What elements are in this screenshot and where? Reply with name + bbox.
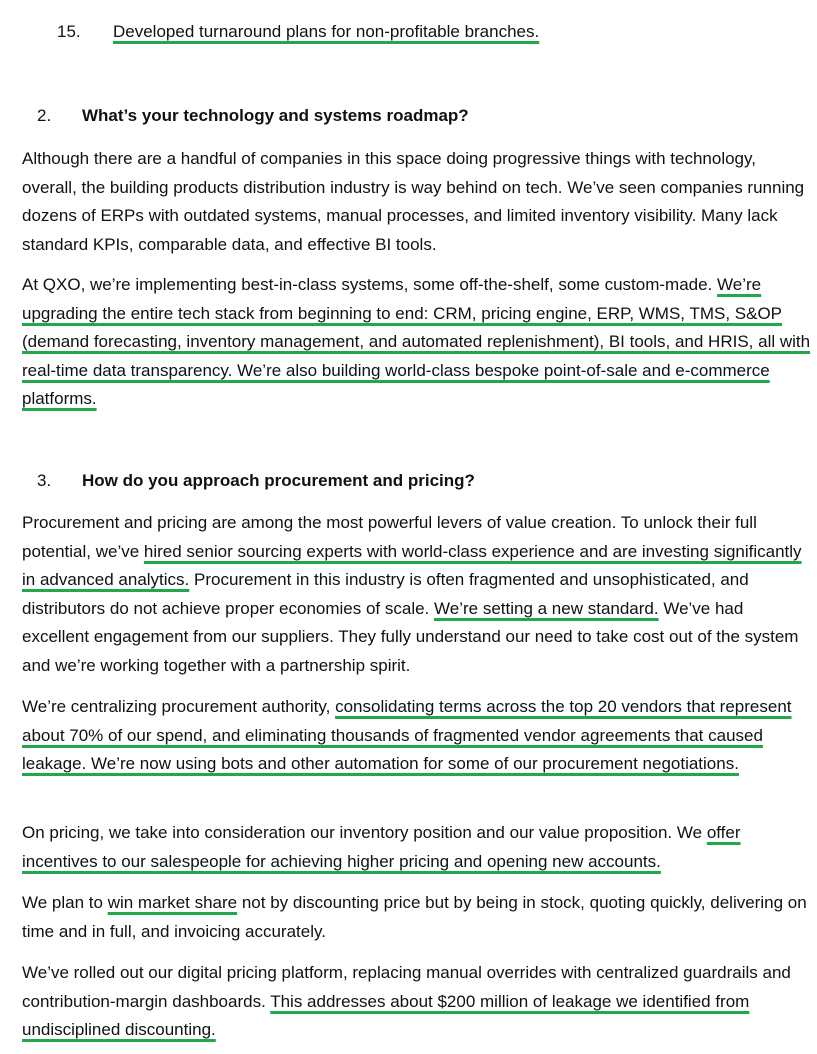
q3-p1-plain-b: Procurement in this industry is often fragmented and unsophisticated, and distributors do not achieve proper economies of scale. <box>22 570 749 618</box>
q3-p4-plain-a: We plan to <box>22 893 108 912</box>
q2-p2-highlight: We’re upgrading the entire tech stack from beginning to end: CRM, pricing engine, ERP, WMS, TMS, S&OP (demand forecasting, inventory management, and automated replenishment), BI tools, and HRIS, all with real-time data transparency. We’re also building world-class bespoke point-of-sale and e-commerce platforms. <box>22 275 811 408</box>
q2-paragraph-1: Although there are a handful of companies in this space doing progressive things with technology, overall, the building products distribution industry is way behind on tech. We’ve seen companies running dozens of ERPs with outdated systems, manual processes, and limited inventory visibility. Many lack standard KPIs, comparable data, and effective BI tools. <box>22 149 805 254</box>
q3-p5-highlight: This addresses about $200 million of leakage we identified from undisciplined discounting. <box>22 991 750 1039</box>
list-item-text: Developed turnaround plans for non-profitable branches. <box>113 22 540 41</box>
q2-paragraph-2 <box>22 271 812 414</box>
q2-p2-plain: At QXO, we’re implementing best-in-class systems, some off-the-shelf, some custom-made. <box>22 275 718 294</box>
q3-p1-plain-a: Procurement and pricing are among the most powerful levers of value creation. To unlock their full potential, we’ve <box>22 513 757 561</box>
question-2-number: 2. <box>37 106 52 125</box>
question-2-heading <box>37 102 469 130</box>
q3-p4-highlight: win market share <box>107 893 238 912</box>
question-3-heading <box>37 467 475 495</box>
q3-paragraph-3 <box>22 819 812 876</box>
q3-p2-plain: We’re centralizing procurement authority, <box>22 697 336 716</box>
q3-paragraph-2 <box>22 693 812 779</box>
q3-p3-highlight: offer incentives to our salespeople for achieving higher pricing and opening new accounts. <box>22 823 741 871</box>
q3-p2-highlight: consolidating terms across the top 20 vendors that represent about 70% of our spend, and eliminating thousands of fragmented vendor agreements that caused leakage. We’re now using bots and other automation for some of our procurement negotiations. <box>22 697 792 773</box>
question-3-text: How do you approach procurement and pricing? <box>82 471 475 490</box>
list-item-number: 15. <box>57 22 81 41</box>
q3-paragraph-5 <box>22 959 812 1045</box>
q3-p5-plain: We’ve rolled out our digital pricing platform, replacing manual overrides with centralized guardrails and contribution-margin dashboards. <box>22 963 791 1011</box>
question-3-number: 3. <box>37 471 52 490</box>
q3-p3-plain: On pricing, we take into consideration our inventory position and our value proposition. We <box>22 823 707 842</box>
q3-p1-highlight-b: We’re setting a new standard. <box>434 598 659 618</box>
list-item-15 <box>57 18 539 46</box>
q3-p1-highlight-a: hired senior sourcing experts with world-class experience and are investing significantly in advanced analytics. <box>22 541 802 589</box>
q3-paragraph-4 <box>22 889 812 946</box>
q3-paragraph-1 <box>22 509 812 680</box>
q3-p1-plain-c: We’ve had excellent engagement from our suppliers. They fully understand our need to take cost out of the system and we’re working together with a partnership spirit. <box>22 598 799 675</box>
question-2-text: What’s your technology and systems roadmap? <box>82 106 469 125</box>
q3-p4-plain-b: not by discounting price but by being in stock, quoting quickly, delivering on time and in full, and invoicing accurately. <box>22 893 807 941</box>
